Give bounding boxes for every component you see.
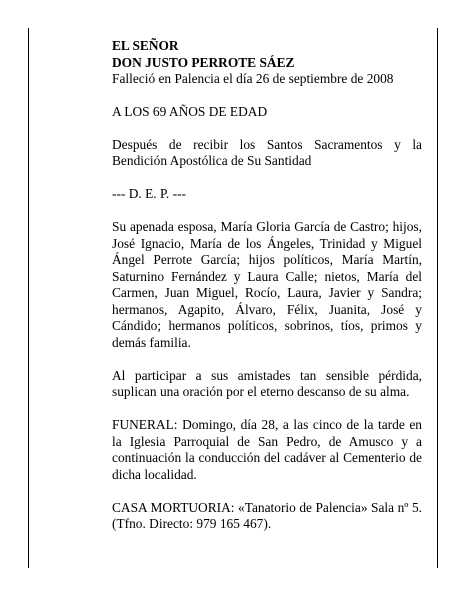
obituary-notice bbox=[112, 38, 422, 549]
age-line: A LOS 69 AÑOS DE EDAD bbox=[112, 103, 268, 119]
mortuary-paragraph: CASA MORTUORIA: «Tanatorio de Palencia» Sala nº 5. (Tfno. Directo: 979 165 467). bbox=[112, 499, 422, 531]
family-paragraph: Su apenada esposa, María Gloria García de Castro; hijos, José Ignacio, María de los Ángeles, Trinidad y Miguel Ángel Perrote García; hijos políticos, María Martín, Saturnino Fernández y Laura Calle; nietos, María del Carmen, Juan Miguel, Rocío, Laura, Javier y Sandra; hermanos, Agapito, Álvaro, Félix, Juanita, José y Cándido; hermanos políticos, sobrinos, tíos, primos y demás familia. bbox=[112, 219, 422, 350]
death-date-line: Falleció en Palencia el día 26 de septiembre de 2008 bbox=[112, 71, 394, 86]
request-paragraph: Al participar a sus amistades tan sensible pérdida, suplican una oración por el eterno descanso de su alma. bbox=[112, 367, 422, 399]
dep-line: --- D. E. P. --- bbox=[112, 186, 187, 201]
deceased-name: DON JUSTO PERROTE SÁEZ bbox=[112, 54, 295, 70]
title-line-1: EL SEÑOR bbox=[112, 38, 179, 53]
funeral-paragraph: FUNERAL: Domingo, día 28, a las cinco de la tarde en la Iglesia Parroquial de San Pedro, de Amusco y a continuación la conducción del cadáver al Cementerio de dicha localidad. bbox=[112, 417, 422, 482]
sacraments-paragraph: Después de recibir los Santos Sacramentos y la Bendición Apostólica de Su Santidad bbox=[112, 136, 422, 168]
